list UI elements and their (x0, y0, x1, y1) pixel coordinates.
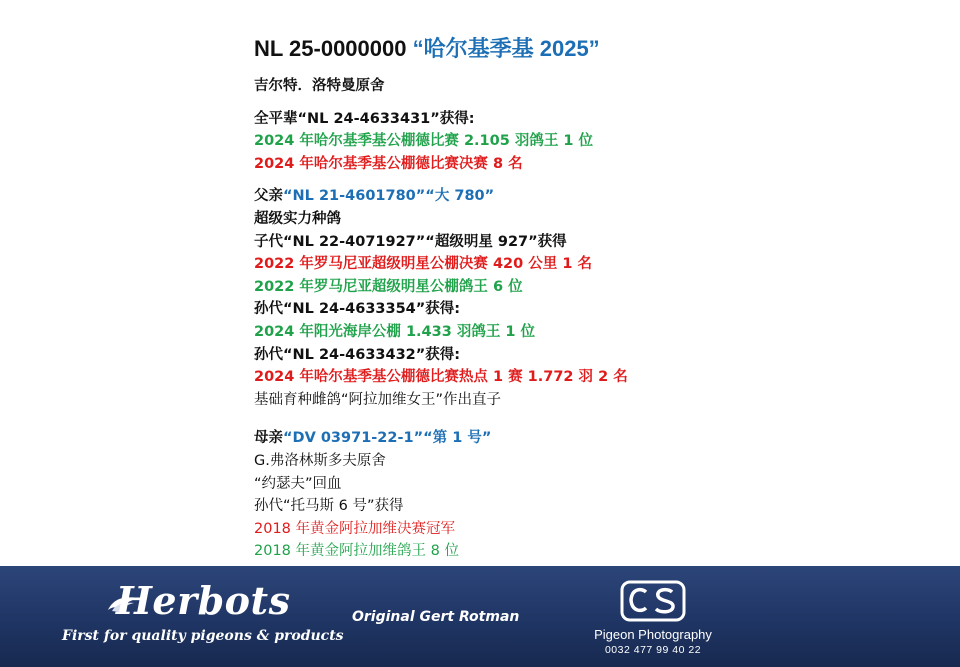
pedigree-content (254, 32, 934, 563)
grandchild1-heading: 孙代“NL 24-4633354”获得: (254, 301, 461, 318)
mother-line-3: 孙代“托马斯 6 号”获得 (254, 498, 404, 515)
sibling-result-2: 2024 年哈尔基季基公棚德比赛决赛 8 名 (254, 155, 523, 172)
father-ring-name: “NL 21-4601780”“大 780” (283, 188, 495, 205)
father-heading (254, 185, 934, 208)
father-child-result-2: 2022 年罗马尼亚超级明星公棚鸽王 6 位 (254, 278, 523, 295)
photography-name: Pigeon Photography (594, 627, 712, 642)
brand-tagline: First for quality pigeons & products (62, 628, 344, 644)
father-child-heading: 子代“NL 22-4071927”“超级明星 927”获得 (254, 233, 567, 250)
mother-heading (254, 427, 934, 450)
mother-line-2: “约瑟夫”回血 (254, 475, 342, 492)
grandchild2-heading: 孙代“NL 24-4633432”获得: (254, 346, 461, 363)
herbots-logo (58, 578, 344, 658)
father-label: 父亲 (254, 188, 283, 205)
author-credit: Original Gert Rotman (352, 609, 520, 625)
brand-name: Herbots (116, 578, 291, 623)
sibling-heading: 全平辈“NL 24-4633431”获得: (254, 110, 475, 127)
cs-photography-logo (620, 580, 686, 622)
father-desc: 超级实力种鸽 (254, 210, 341, 227)
title-pigeon-name: “哈尔基季基 2025” (412, 36, 600, 61)
mother-line-1: G.弗洛林斯多夫原舍 (254, 452, 386, 469)
mother-ring-name: “DV 03971-22-1”“第 1 号” (283, 430, 492, 447)
mother-result-1: 2018 年黄金阿拉加维决赛冠军 (254, 520, 456, 537)
footer-banner (0, 566, 960, 667)
breeder-line: 吉尔特．洛特曼原舍 (254, 78, 385, 94)
father-child-result-1: 2022 年罗马尼亚超级明星公棚决赛 420 公里 1 名 (254, 256, 592, 273)
father-note: 基础育种雌鸽“阿拉加维女王”作出直子 (254, 391, 502, 408)
mother-label: 母亲 (254, 430, 283, 447)
title-ring-number: NL 25-0000000 (254, 36, 407, 61)
grandchild2-result: 2024 年哈尔基季基公棚德比赛热点 1 赛 1.772 羽 2 名 (254, 369, 628, 386)
page-title (254, 32, 934, 63)
sibling-result-1: 2024 年哈尔基季基公棚德比赛 2.105 羽鸽王 1 位 (254, 133, 594, 150)
grandchild1-result: 2024 年阳光海岸公棚 1.433 羽鸽王 1 位 (254, 323, 536, 340)
mother-result-2: 2018 年黄金阿拉加维鸽王 8 位 (254, 543, 459, 560)
photography-phone: 0032 477 99 40 22 (604, 644, 702, 656)
